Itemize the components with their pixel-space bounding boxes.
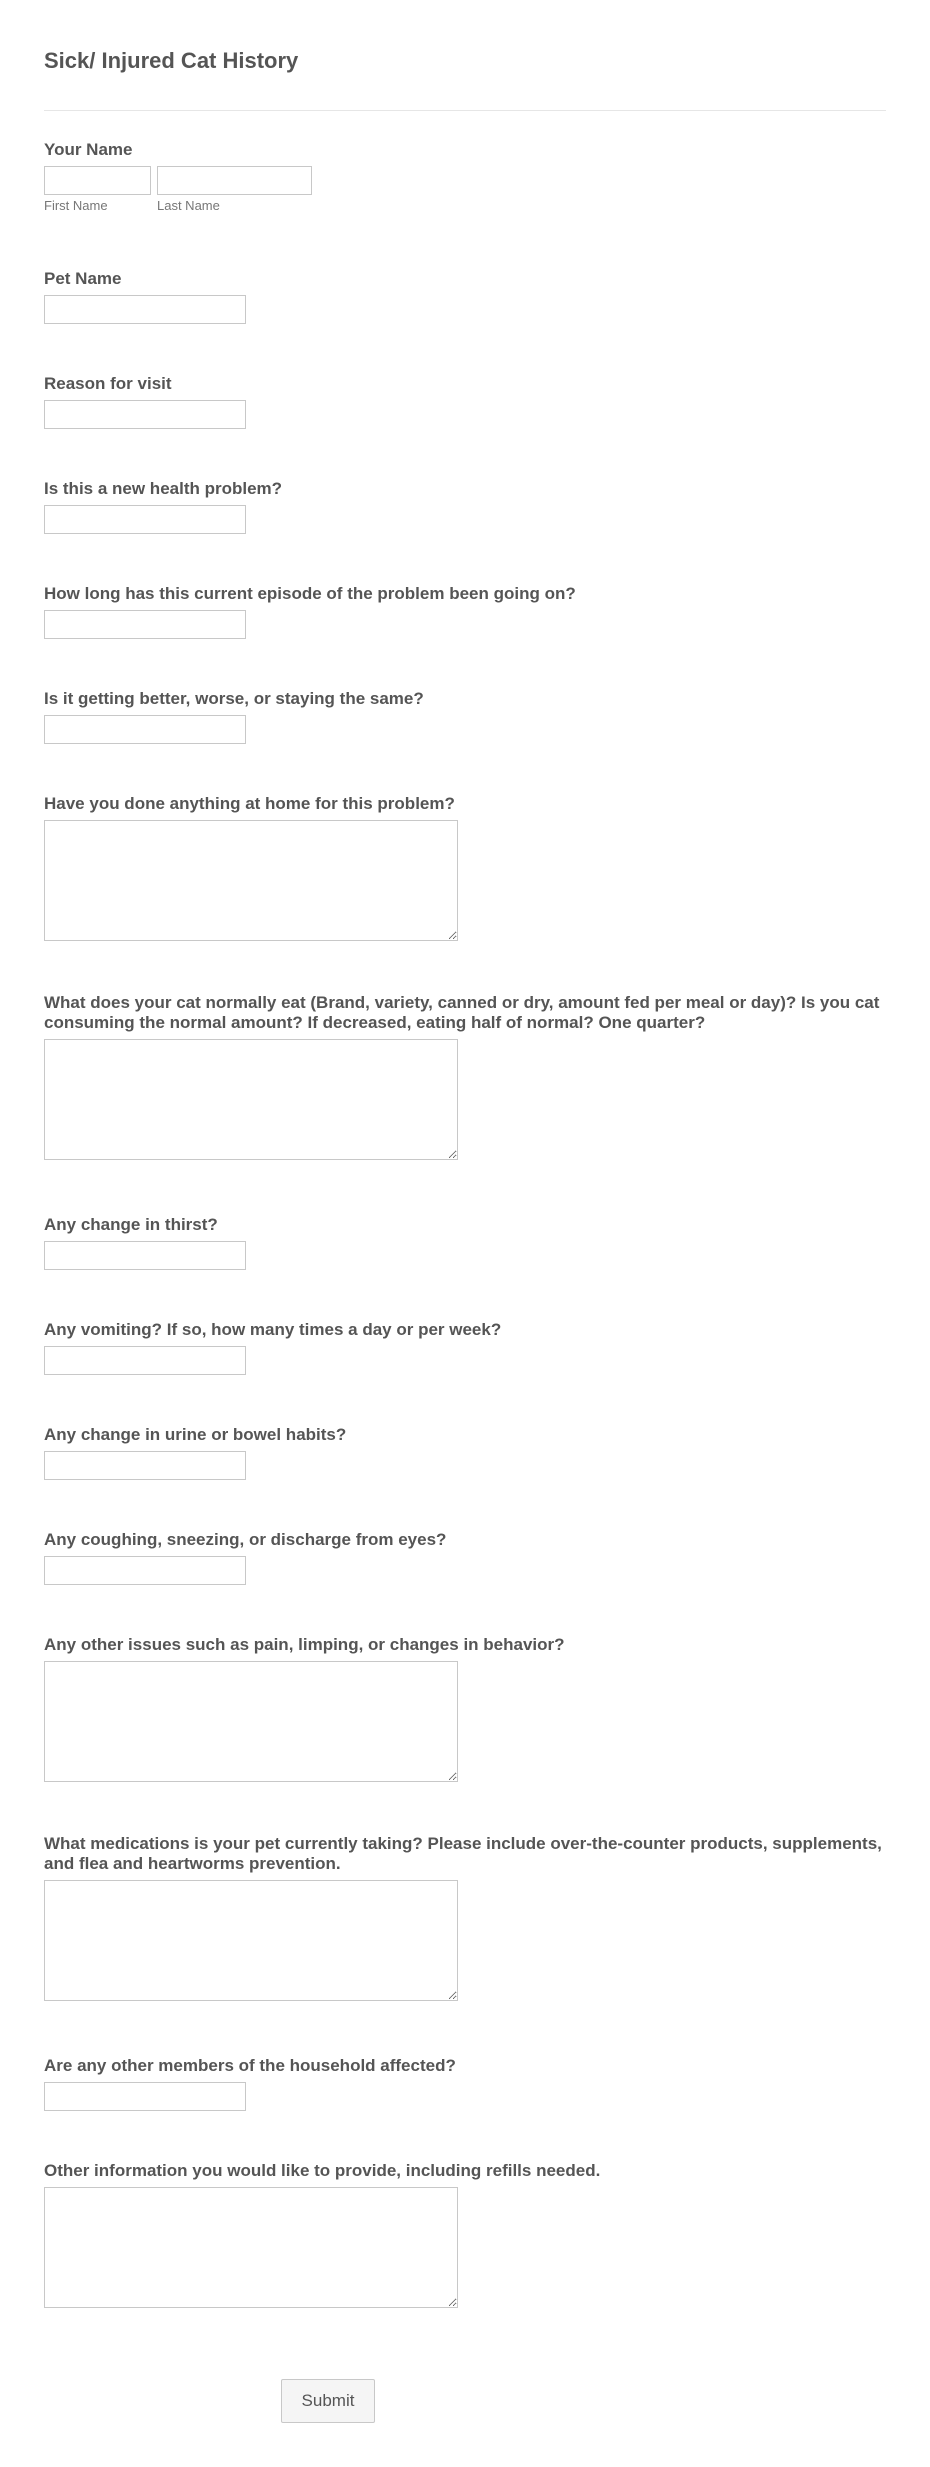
reason-label: Reason for visit bbox=[44, 374, 172, 393]
episode-length-field bbox=[44, 584, 886, 639]
reason-input[interactable] bbox=[44, 400, 246, 429]
coughing-label: Any coughing, sneezing, or discharge from eyes? bbox=[44, 1530, 447, 1549]
urine-bowel-label: Any change in urine or bowel habits? bbox=[44, 1425, 347, 1444]
coughing-field bbox=[44, 1530, 886, 1585]
pet-name-field bbox=[44, 269, 886, 324]
form-title: Sick/ Injured Cat History bbox=[44, 48, 299, 73]
submit-button[interactable]: Submit bbox=[281, 2379, 375, 2423]
other-issues-label: Any other issues such as pain, limping, or changes in behavior? bbox=[44, 1635, 565, 1654]
other-info-field bbox=[44, 2161, 886, 2308]
medications-label: What medications is your pet currently taking? Please include over-the-counter products, supplements, and flea and heartworms prevention. bbox=[44, 1834, 882, 1873]
home-treatment-textarea[interactable] bbox=[44, 820, 458, 941]
household-input[interactable] bbox=[44, 2082, 246, 2111]
thirst-field bbox=[44, 1215, 886, 1270]
household-label: Are any other members of the household affected? bbox=[44, 2056, 456, 2075]
vomiting-label: Any vomiting? If so, how many times a day or per week? bbox=[44, 1320, 502, 1339]
first-name-input[interactable] bbox=[44, 166, 151, 195]
urine-bowel-field bbox=[44, 1425, 886, 1480]
thirst-input[interactable] bbox=[44, 1241, 246, 1270]
name-field bbox=[44, 140, 886, 213]
pet-name-input[interactable] bbox=[44, 295, 246, 324]
urine-bowel-input[interactable] bbox=[44, 1451, 246, 1480]
name-label: Your Name bbox=[44, 140, 133, 159]
last-name-group bbox=[157, 166, 312, 213]
episode-length-label: How long has this current episode of the problem been going on? bbox=[44, 584, 576, 603]
name-inputs bbox=[44, 166, 886, 213]
household-field bbox=[44, 2056, 886, 2111]
new-problem-label: Is this a new health problem? bbox=[44, 479, 283, 498]
diet-label: What does your cat normally eat (Brand, variety, canned or dry, amount fed per meal or day)? Is you cat consuming the normal amount? If decreased, eating half of normal? One quarter? bbox=[44, 993, 880, 1032]
new-problem-input[interactable] bbox=[44, 505, 246, 534]
diet-textarea[interactable] bbox=[44, 1039, 458, 1160]
first-name-sublabel: First Name bbox=[44, 198, 108, 213]
reason-field bbox=[44, 374, 886, 429]
pet-name-label: Pet Name bbox=[44, 269, 122, 288]
other-info-label: Other information you would like to provide, including refills needed. bbox=[44, 2161, 601, 2180]
vomiting-input[interactable] bbox=[44, 1346, 246, 1375]
new-problem-field bbox=[44, 479, 886, 534]
other-info-textarea[interactable] bbox=[44, 2187, 458, 2308]
progress-field bbox=[44, 689, 886, 744]
progress-label: Is it getting better, worse, or staying the same? bbox=[44, 689, 424, 708]
thirst-label: Any change in thirst? bbox=[44, 1215, 218, 1234]
other-issues-field bbox=[44, 1635, 886, 1782]
vomiting-field bbox=[44, 1320, 886, 1375]
diet-field bbox=[44, 993, 886, 1160]
progress-input[interactable] bbox=[44, 715, 246, 744]
title-divider bbox=[44, 110, 886, 111]
home-treatment-label: Have you done anything at home for this problem? bbox=[44, 794, 455, 813]
last-name-sublabel: Last Name bbox=[157, 198, 220, 213]
other-issues-textarea[interactable] bbox=[44, 1661, 458, 1782]
medications-field bbox=[44, 1834, 886, 2001]
last-name-input[interactable] bbox=[157, 166, 312, 195]
home-treatment-field bbox=[44, 794, 886, 941]
first-name-group bbox=[44, 166, 151, 213]
medications-textarea[interactable] bbox=[44, 1880, 458, 2001]
episode-length-input[interactable] bbox=[44, 610, 246, 639]
coughing-input[interactable] bbox=[44, 1556, 246, 1585]
